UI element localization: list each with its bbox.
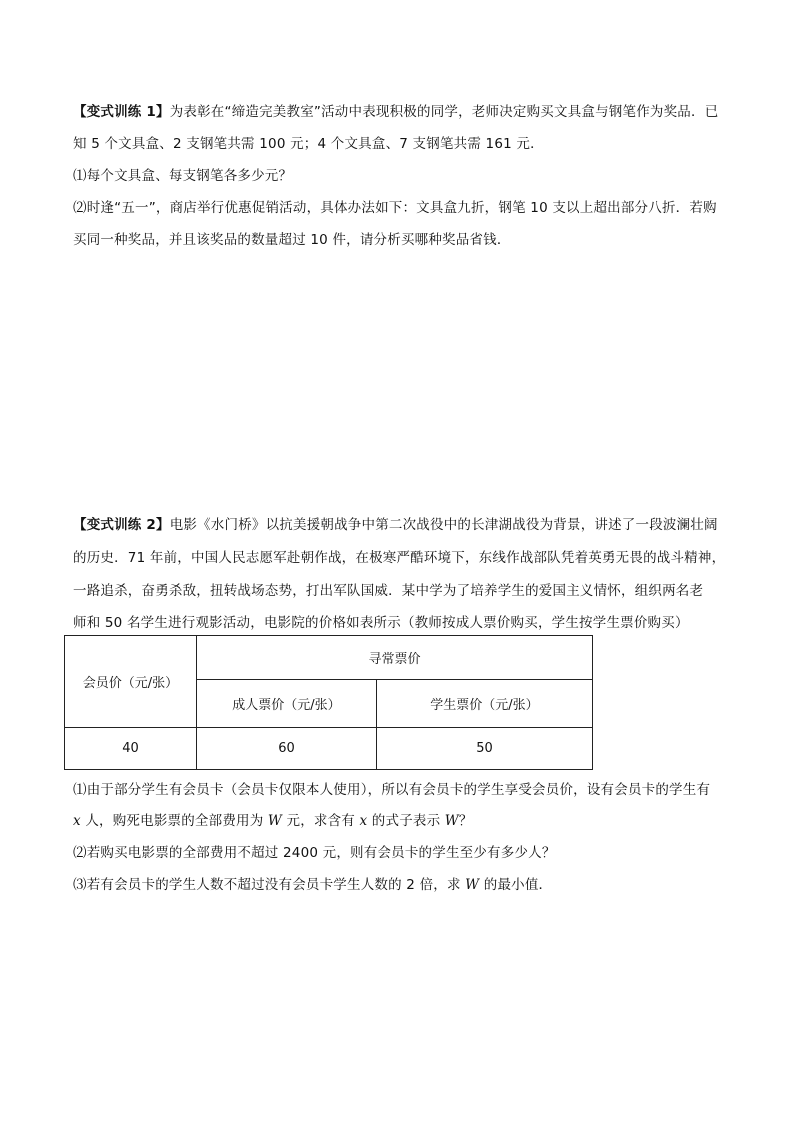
adult-price-value: 60 bbox=[197, 728, 377, 770]
exercise-2-tag: 【变式训练 2】 bbox=[73, 517, 170, 533]
exercise-1-tag: 【变式训练 1】 bbox=[73, 104, 170, 120]
exercise-2-line-1 bbox=[73, 513, 718, 533]
exercise-2-line-3: 一路追杀，奋勇杀敌，扭转战场态势，打出军队国威．某中学为了培养学生的爱国主义情怀，组织两名老 bbox=[73, 583, 704, 599]
exercise-2-line-2: 的历史．71 年前，中国人民志愿军赴朝作战，在极寒严酷环境下，东线作战部队凭着英勇无畏的战斗精神， bbox=[73, 550, 726, 566]
question-1-text-c: 的式子表示 bbox=[367, 813, 445, 829]
student-price-value: 50 bbox=[377, 728, 593, 770]
exercise-2-question-2: ⑵若购买电影票的全部费用不超过 2400 元，则有会员卡的学生至少有多少人？ bbox=[73, 845, 556, 861]
exercise-2-question-1-line-2 bbox=[73, 809, 473, 829]
variable-w: W bbox=[267, 813, 282, 829]
variable-w-2: W bbox=[444, 813, 459, 829]
member-price-value: 40 bbox=[65, 728, 197, 770]
question-3-text-a: ⑶若有会员卡的学生人数不超过没有会员卡学生人数的 2 倍，求 bbox=[73, 877, 466, 893]
exercise-1-question-1: ⑴每个文具盒、每支钢笔各多少元？ bbox=[73, 168, 293, 184]
exercise-1-line-2: 知 5 个文具盒、2 支钢笔共需 100 元；4 个文具盒、7 支钢笔共需 161 元． bbox=[73, 136, 544, 152]
member-price-header: 会员价（元/张） bbox=[65, 636, 197, 728]
exercise-2-line-4: 师和 50 名学生进行观影活动，电影院的价格如表所示（教师按成人票价购买，学生按学生票价购买） bbox=[73, 615, 689, 631]
exercise-2-text-1: 电影《水门桥》以抗美援朝战争中第二次战役中的长津湖战役为背景，讲述了一段波澜壮阔 bbox=[169, 517, 718, 533]
variable-w-3: W bbox=[465, 877, 480, 893]
regular-price-header: 寻常票价 bbox=[197, 636, 593, 680]
exercise-2-question-1-line-1: ⑴由于部分学生有会员卡（会员卡仅限本人使用），所以有会员卡的学生享受会员价，设有会员卡的学生有 bbox=[73, 782, 711, 798]
price-table bbox=[64, 635, 593, 770]
exercise-1-question-2-line-1: ⑵时逢“五一”，商店举行优惠促销活动，具体办法如下：文具盒九折，钢笔 10 支以上超出部分八折．若购 bbox=[73, 200, 717, 216]
exercise-1-line-1 bbox=[73, 100, 718, 120]
question-1-text-b: 元，求含有 bbox=[282, 813, 360, 829]
exercise-1-text-1: 为表彰在“缔造完美教室”活动中表现积极的同学，老师决定购买文具盒与钢笔作为奖品．已 bbox=[169, 104, 719, 120]
student-price-header: 学生票价（元/张） bbox=[377, 680, 593, 728]
question-3-text-b: 的最小值． bbox=[479, 877, 553, 893]
exercise-1-question-2-line-2: 买同一种奖品，并且该奖品的数量超过 10 件，请分析买哪种奖品省钱． bbox=[73, 232, 511, 248]
variable-x-2: x bbox=[359, 813, 368, 829]
variable-x: x bbox=[73, 813, 81, 829]
question-1-text-a: 人，购死电影票的全部费用为 bbox=[80, 813, 268, 829]
exercise-2-question-3 bbox=[73, 873, 552, 893]
adult-price-header: 成人票价（元/张） bbox=[197, 680, 377, 728]
question-1-text-d: ？ bbox=[458, 813, 473, 829]
